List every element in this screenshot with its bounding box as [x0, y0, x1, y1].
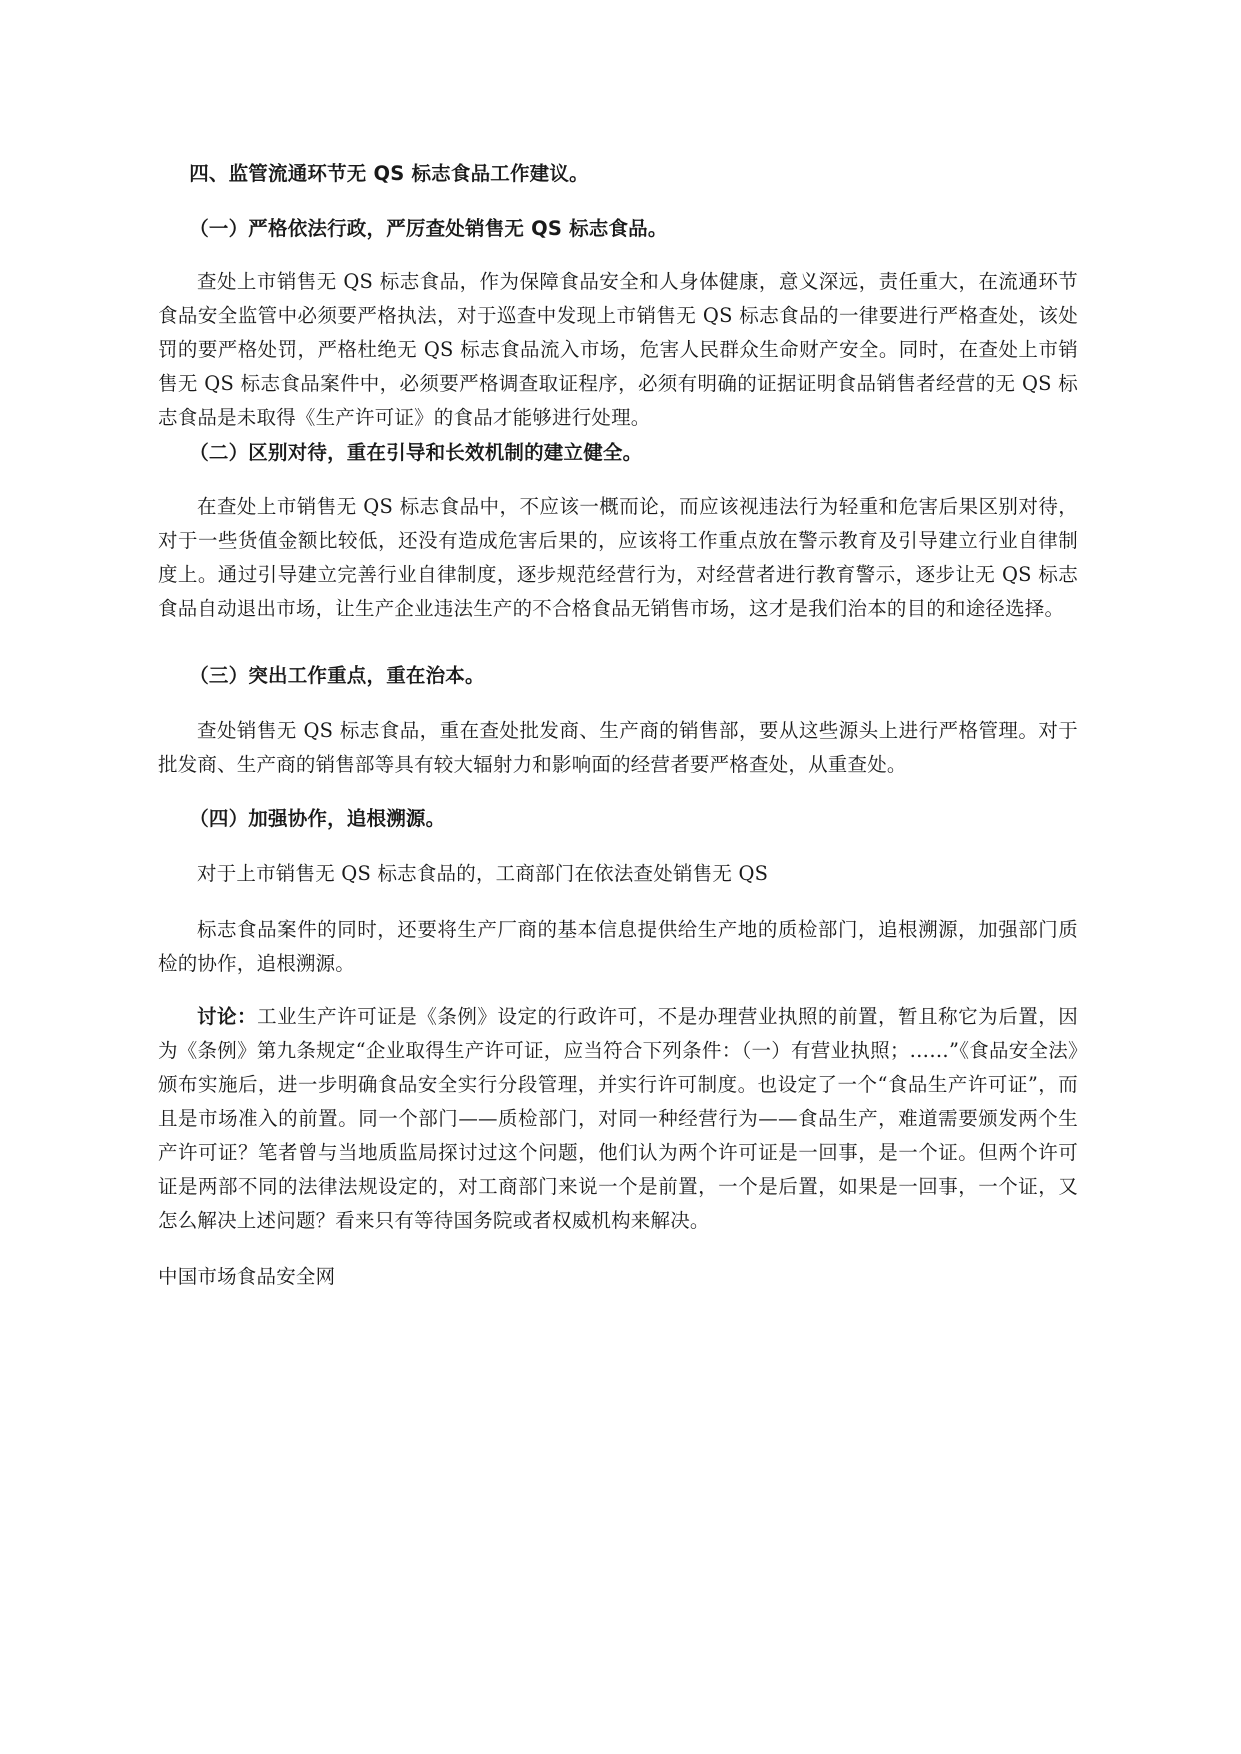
subsection-title-2: （二）区别对待，重在引导和长效机制的建立健全。 — [189, 441, 643, 464]
source-line: 中国市场食品安全网 — [158, 1265, 336, 1288]
discussion-paragraph — [158, 1000, 1078, 1238]
discussion-body: 工业生产许可证是《条例》设定的行政许可，不是办理营业执照的前置，暂且称它为后置，因为《条例》第九条规定“企业取得生产许可证，应当符合下列条件：（一）有营业执照；……”《食品安全法》颁布实施后，进一步明确食品安全实行分段管理，并实行许可制度。也设定了一个“食品生产许可证”，而且是市场准入的前置。同一个部门——质检部门，对同一种经营行为——食品生产，难道需要颁发两个生产许可证？笔者曾与当地质监局探讨过这个问题，他们认为两个许可证是一回事，是一个证。但两个许可证是两部不同的法律法规设定的，对工商部门来说一个是前置，一个是后置，如果是一回事，一个证，又怎么解决上述问题？看来只有等待国务院或者权威机构来解决。 — [158, 1005, 1078, 1232]
subsection-body-2: 在查处上市销售无 QS 标志食品中，不应该一概而论，而应该视违法行为轻重和危害后果区别对待，对于一些货值金额比较低，还没有造成危害后果的，应该将工作重点放在警示教育及引导建立行业自律制度上。通过引导建立完善行业自律制度，逐步规范经营行为，对经营者进行教育警示，逐步让无 QS 标志食品自动退出市场，让生产企业违法生产的不合格食品无销售市场，这才是我们治本的目的和途径选择。 — [158, 495, 1078, 620]
discussion-label: 讨论： — [197, 1005, 258, 1028]
subsection-body-3: 查处销售无 QS 标志食品，重在查处批发商、生产商的销售部，要从这些源头上进行严格管理。对于批发商、生产商的销售部等具有较大辐射力和影响面的经营者要严格查处，从重查处。 — [158, 719, 1078, 776]
section-title: 四、监管流通环节无 QS 标志食品工作建议。 — [189, 162, 589, 185]
subsection-body-1: 查处上市销售无 QS 标志食品，作为保障食品安全和人身体健康，意义深远，责任重大，在流通环节食品安全监管中必须要严格执法，对于巡查中发现上市销售无 QS 标志食品的一律要进行严格查处，该处罚的要严格处罚，严格杜绝无 QS 标志食品流入市场，危害人民群众生命财产安全。同时，在查处上市销售无 QS 标志食品案件中，必须要严格调查取证程序，必须有明确的证据证明食品销售者经营的无 QS 标志食品是未取得《生产许可证》的食品才能够进行处理。 — [158, 270, 1078, 429]
subsection-body-4b: 标志食品案件的同时，还要将生产厂商的基本信息提供给生产地的质检部门，追根溯源，加强部门质检的协作，追根溯源。 — [158, 918, 1078, 975]
subsection-body-4a: 对于上市销售无 QS 标志食品的，工商部门在依法查处销售无 QS — [197, 862, 769, 885]
subsection-title-1: （一）严格依法行政，严厉查处销售无 QS 标志食品。 — [189, 217, 668, 240]
subsection-title-4: （四）加强协作，追根溯源。 — [189, 807, 446, 830]
subsection-title-3: （三）突出工作重点，重在治本。 — [189, 664, 485, 687]
